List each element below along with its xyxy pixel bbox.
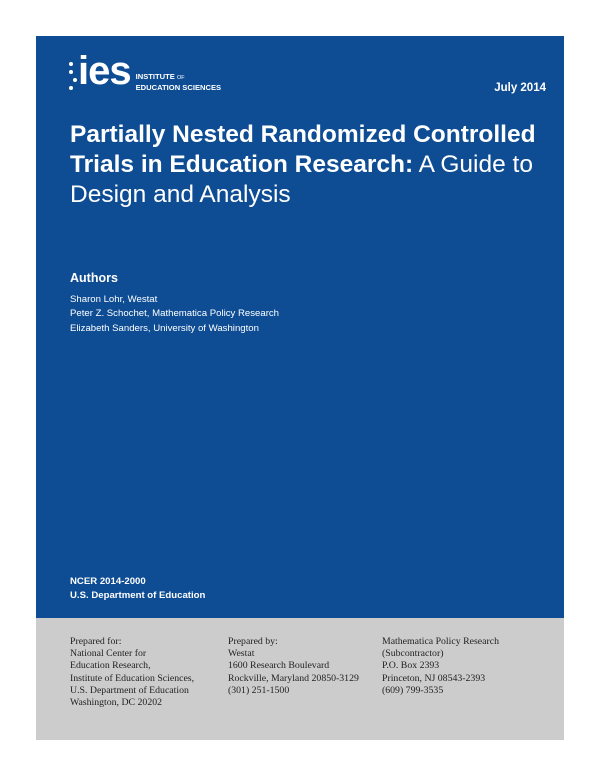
subcontractor-column xyxy=(382,636,499,697)
author-item: Peter Z. Schochet, Mathematica Policy Research xyxy=(70,308,280,320)
footer-panel xyxy=(36,618,564,740)
logo-of: OF xyxy=(176,75,185,81)
prepared-for-line: Prepared for: xyxy=(70,636,122,647)
authors-list xyxy=(70,293,279,336)
department-name: U.S. Department of Education xyxy=(70,590,206,601)
prepared-by-line: 1600 Research Boulevard xyxy=(228,660,330,672)
subcontractor-line: Princeton, NJ 08543-2393 xyxy=(382,672,486,684)
title-light: A Guide to Design and Analysis xyxy=(70,151,533,208)
logo-text xyxy=(136,72,222,92)
author-item: Sharon Lohr, Westat xyxy=(70,294,158,305)
prepared-for-column xyxy=(70,636,194,709)
logo-line1: INSTITUTE xyxy=(135,72,175,81)
logo-dots-icon xyxy=(68,56,78,96)
publication-date: July 2014 xyxy=(494,82,546,94)
subcontractor-line: Mathematica Policy Research xyxy=(382,636,499,647)
report-title xyxy=(70,120,540,210)
prepared-by-line: Rockville, Maryland 20850-3129 xyxy=(228,672,359,684)
ies-logo xyxy=(68,49,222,96)
subcontractor-line: P.O. Box 2393 xyxy=(382,660,440,672)
cover-panel xyxy=(36,36,564,618)
prepared-by-line: Prepared by: xyxy=(228,636,278,647)
author-item: Elizabeth Sanders, University of Washington xyxy=(70,322,259,334)
title-bold: Partially Nested Randomized Controlled Trials in Education Research: xyxy=(70,121,536,178)
logo-mark: ies xyxy=(78,49,131,93)
logo-line2: EDUCATION SCIENCES xyxy=(135,83,222,92)
subcontractor-line: (Subcontractor) xyxy=(382,648,444,660)
report-number: NCER 2014-2000 xyxy=(70,576,146,587)
prepared-by-column xyxy=(228,636,359,697)
prepared-for-line: Washington, DC 20202 xyxy=(70,697,163,709)
subcontractor-line: (609) 799-3535 xyxy=(382,684,444,696)
prepared-by-line: (301) 251-1500 xyxy=(228,684,290,696)
prepared-for-line: Education Research, xyxy=(70,660,151,672)
prepared-for-line: National Center for xyxy=(70,648,147,660)
prepared-for-line: U.S. Department of Education xyxy=(70,684,189,696)
prepared-by-line: Westat xyxy=(228,648,255,660)
prepared-for-line: Institute of Education Sciences, xyxy=(70,672,195,684)
authors-heading: Authors xyxy=(70,271,118,285)
